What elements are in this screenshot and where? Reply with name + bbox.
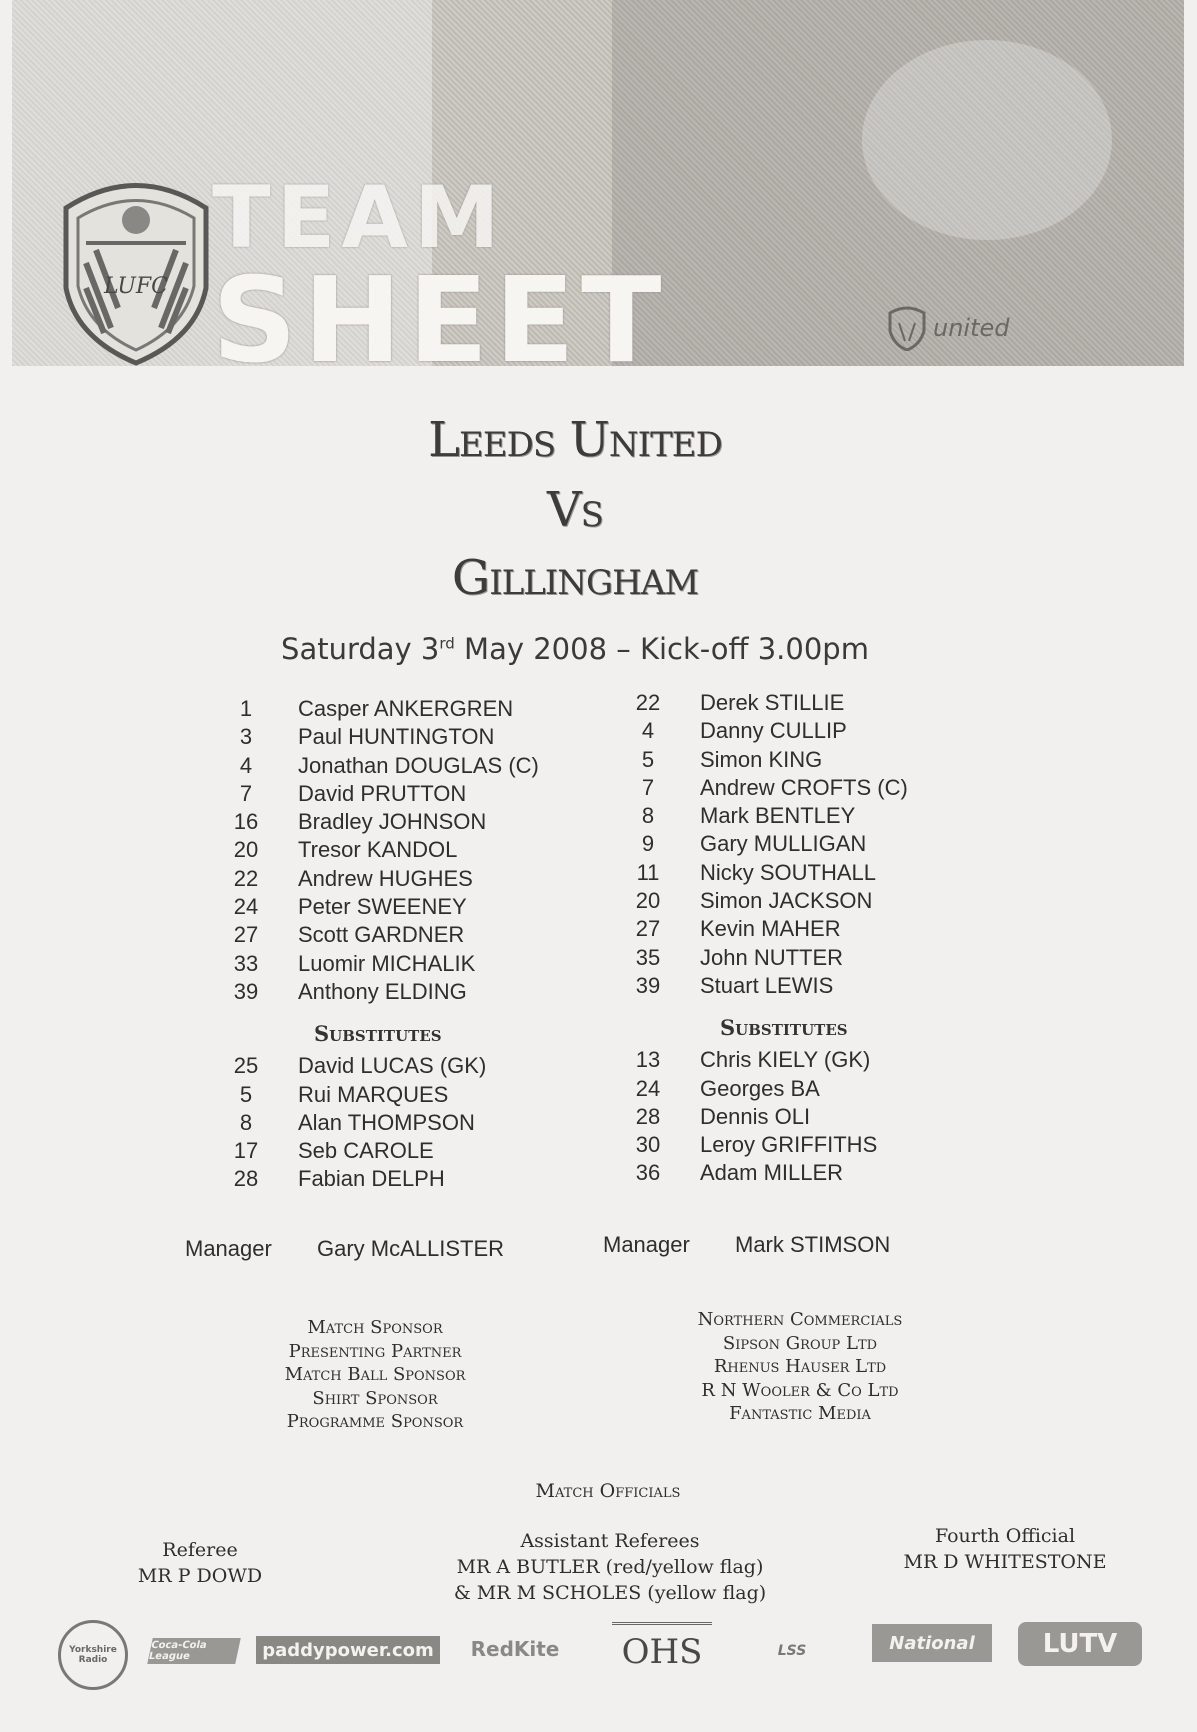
squad-number: 7	[239, 780, 253, 806]
officials-heading: Match Officials	[535, 1480, 681, 1502]
player-name: Tresor KANDOL	[298, 837, 458, 863]
yorkshire-radio-logo: Yorkshire Radio	[58, 1620, 128, 1690]
squad-number: 24	[233, 894, 259, 920]
away-manager-label: Manager	[603, 1232, 690, 1257]
united-badge-text: united	[933, 314, 1010, 342]
redkite-logo: RedKite	[470, 1637, 560, 1661]
player-row	[620, 1104, 1020, 1132]
match-date-kickoff	[0, 632, 1150, 666]
sponsor-line: Rhenus Hauser Ltd	[713, 1356, 887, 1377]
fourth-official-label: Fourth Official	[934, 1525, 1076, 1547]
sponsor-line: Presenting Partner	[288, 1340, 462, 1362]
sponsor-line: Match Sponsor	[307, 1317, 443, 1338]
sponsor-roles	[225, 1316, 525, 1434]
player-name: Gary MULLIGAN	[700, 831, 867, 857]
club-crest-icon	[56, 168, 216, 366]
squad-number: 20	[635, 888, 661, 914]
player-row	[620, 1047, 1020, 1075]
player-name: Georges BA	[700, 1075, 820, 1101]
banner-photo-highlight	[862, 40, 1112, 240]
fourth-official-name: MR D WHITESTONE	[903, 1551, 1107, 1573]
player-name: David LUCAS (GK)	[298, 1053, 487, 1079]
away-starters	[620, 690, 1020, 1001]
home-subs-heading	[218, 1007, 618, 1053]
squad-number: 35	[635, 944, 661, 970]
ohs-logo: OHS	[612, 1622, 712, 1679]
home-team-list	[218, 696, 618, 1195]
sponsor-line: Northern Commercials	[697, 1309, 903, 1330]
player-name: Derek STILLIE	[700, 690, 845, 715]
squad-number: 1	[239, 696, 253, 721]
sponsor-line: Programme Sponsor	[286, 1411, 464, 1432]
squad-number: 5	[239, 1081, 253, 1107]
date-prefix: Saturday 3	[281, 632, 440, 666]
player-row	[620, 945, 1020, 973]
player-row	[218, 809, 618, 837]
player-name: Leroy GRIFFITHS	[700, 1132, 878, 1158]
squad-number: 25	[233, 1053, 259, 1079]
sponsor-line: Fantastic Media	[729, 1403, 871, 1424]
vs-label: Vs	[547, 482, 603, 538]
home-substitutes	[218, 1053, 618, 1194]
player-row	[620, 1132, 1020, 1160]
sponsor-line: Match Ball Sponsor	[284, 1364, 466, 1385]
player-name: Seb CAROLE	[298, 1138, 434, 1164]
lutv-logo: LUTV	[1018, 1622, 1142, 1666]
date-ordinal: rd	[439, 634, 455, 653]
player-row	[218, 979, 618, 1007]
squad-number: 17	[233, 1138, 259, 1164]
squad-number: 27	[635, 916, 661, 942]
player-row	[218, 753, 618, 781]
player-name: Mark BENTLEY	[700, 803, 856, 829]
assistant-referee-1: MR A BUTLER (red/yellow flag)	[456, 1556, 764, 1578]
squad-number: 36	[635, 1160, 661, 1186]
crest-letters: LUFC	[103, 274, 169, 299]
player-name: Luomir MICHALIK	[298, 950, 476, 976]
player-row	[620, 973, 1020, 1001]
player-name: Bradley JOHNSON	[298, 809, 487, 835]
squad-number: 4	[239, 752, 253, 778]
player-name: Anthony ELDING	[298, 978, 467, 1004]
sponsor-names	[650, 1308, 950, 1426]
fourth-official-block	[880, 1523, 1130, 1575]
player-name: David PRUTTON	[298, 780, 467, 806]
squad-number: 39	[635, 972, 661, 998]
player-row	[218, 1082, 618, 1110]
squad-number: 30	[635, 1132, 661, 1158]
sponsor-line: Sipson Group Ltd	[722, 1332, 878, 1354]
player-row	[620, 690, 1020, 718]
sponsor-line: R N Wooler & Co Ltd	[701, 1379, 899, 1401]
squad-number: 22	[233, 865, 259, 891]
squad-number: 7	[641, 774, 655, 800]
player-name: Simon KING	[700, 746, 823, 772]
paddypower-logo: paddypower.com	[256, 1636, 440, 1664]
home-team-title: Leeds United	[428, 412, 722, 468]
squad-number: 16	[233, 809, 259, 835]
home-manager	[185, 1236, 504, 1262]
squad-number: 39	[233, 978, 259, 1004]
player-name: Alan THOMPSON	[298, 1109, 475, 1135]
header-banner	[12, 0, 1184, 366]
united-badge	[887, 305, 1010, 351]
sponsor-line: Shirt Sponsor	[312, 1387, 438, 1409]
away-team-title: Gillingham	[451, 550, 699, 606]
squad-number: 20	[233, 837, 259, 863]
player-name: Paul HUNTINGTON	[298, 724, 495, 750]
player-row	[218, 1053, 618, 1081]
player-row	[218, 781, 618, 809]
date-suffix: May 2008 – Kick-off 3.00pm	[454, 632, 869, 666]
away-manager	[603, 1232, 890, 1258]
player-name: Adam MILLER	[700, 1160, 844, 1186]
player-row	[218, 1166, 618, 1194]
player-row	[620, 718, 1020, 746]
lss-logo: LSS	[777, 1643, 807, 1659]
player-name: Chris KIELY (GK)	[700, 1047, 871, 1073]
player-row	[620, 747, 1020, 775]
player-row	[218, 837, 618, 865]
squad-number: 9	[641, 831, 655, 857]
player-row	[218, 951, 618, 979]
sponsor-logo-strip	[0, 1612, 1197, 1702]
squad-number: 3	[239, 724, 253, 750]
wordmark-line2: SHEET	[212, 251, 668, 366]
player-name: Simon JACKSON	[700, 888, 873, 914]
player-row	[620, 916, 1020, 944]
away-manager-name: Mark STIMSON	[735, 1232, 891, 1257]
squad-number: 13	[635, 1047, 661, 1073]
away-subs-heading-text: Substitutes	[720, 1015, 848, 1041]
squad-number: 5	[641, 746, 655, 772]
player-name: Danny CULLIP	[700, 718, 847, 744]
home-manager-label: Manager	[185, 1236, 272, 1261]
player-name: Casper ANKERGREN	[298, 696, 514, 721]
player-row	[620, 888, 1020, 916]
player-row	[620, 775, 1020, 803]
squad-number: 8	[641, 803, 655, 829]
player-name: Dennis OLI	[700, 1103, 811, 1129]
squad-number: 33	[233, 950, 259, 976]
referee-name: MR P DOWD	[137, 1565, 263, 1587]
player-row	[218, 922, 618, 950]
player-name: Kevin MAHER	[700, 916, 841, 942]
referee-block	[100, 1537, 300, 1589]
player-row	[218, 724, 618, 752]
player-row	[620, 803, 1020, 831]
wordmark-line1: TEAM	[212, 168, 506, 268]
player-name: Fabian DELPH	[298, 1166, 445, 1192]
player-row	[620, 1076, 1020, 1104]
away-team-list	[620, 690, 1020, 1189]
squad-number: 4	[641, 718, 655, 744]
player-row	[218, 696, 618, 724]
player-row	[218, 1110, 618, 1138]
player-name: Rui MARQUES	[298, 1081, 449, 1107]
home-manager-name: Gary McALLISTER	[317, 1236, 505, 1261]
squad-number: 27	[233, 922, 259, 948]
squad-number: 8	[239, 1109, 253, 1135]
player-row	[218, 866, 618, 894]
player-name: John NUTTER	[700, 944, 844, 970]
league-logo: Coca-Cola League	[147, 1638, 241, 1664]
squad-number: 28	[233, 1166, 259, 1192]
player-row	[218, 1138, 618, 1166]
squad-number: 22	[635, 690, 661, 715]
national-logo: National	[872, 1624, 992, 1662]
away-subs-heading	[620, 1001, 1020, 1047]
home-subs-heading-text: Substitutes	[314, 1021, 442, 1047]
player-name: Stuart LEWIS	[700, 972, 834, 998]
mini-crest-icon	[887, 305, 927, 351]
player-name: Peter SWEENEY	[298, 894, 467, 920]
player-name: Andrew HUGHES	[298, 865, 473, 891]
player-name: Nicky SOUTHALL	[700, 859, 877, 885]
referee-label: Referee	[162, 1539, 238, 1561]
player-row	[620, 860, 1020, 888]
player-row	[620, 831, 1020, 859]
assistant-referees-label: Assistant Referees	[520, 1530, 700, 1552]
assistant-referee-2: & MR M SCHOLES (yellow flag)	[453, 1582, 767, 1604]
player-name: Jonathan DOUGLAS (C)	[298, 752, 539, 778]
squad-number: 11	[636, 859, 660, 885]
player-row	[218, 894, 618, 922]
home-starters	[218, 696, 618, 1007]
squad-number: 28	[635, 1103, 661, 1129]
away-substitutes	[620, 1047, 1020, 1188]
assistant-referees-block	[420, 1528, 800, 1606]
player-row	[620, 1160, 1020, 1188]
player-name: Scott GARDNER	[298, 922, 465, 948]
squad-number: 24	[635, 1075, 661, 1101]
player-name: Andrew CROFTS (C)	[700, 774, 908, 800]
team-sheet-wordmark	[212, 168, 668, 366]
